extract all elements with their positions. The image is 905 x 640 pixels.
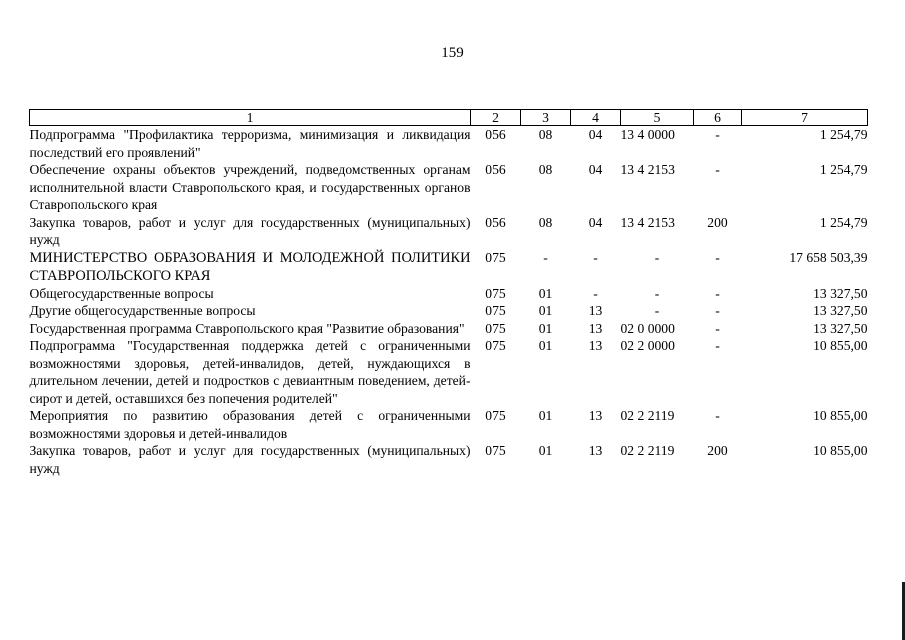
page-number: 159 xyxy=(441,45,464,61)
row-section-code: - xyxy=(543,249,548,265)
row-ministry-code: 075 xyxy=(485,320,506,336)
table-row xyxy=(30,161,868,214)
header-col-2: 2 xyxy=(471,110,521,126)
row-ministry-code: 056 xyxy=(485,214,506,230)
table-row xyxy=(30,320,868,338)
row-expense-type: - xyxy=(715,338,720,353)
header-row xyxy=(30,110,868,126)
row-section-code: 08 xyxy=(538,214,553,230)
row-target-code: 02 2 2119 xyxy=(620,443,675,458)
row-amount: 13 327,50 xyxy=(813,320,868,336)
row-expense-type: 200 xyxy=(707,214,728,230)
row-subsection-code: - xyxy=(593,249,598,265)
row-section-code: 01 xyxy=(538,338,553,353)
row-section-code: 01 xyxy=(538,320,553,336)
row-subsection-code: 04 xyxy=(588,162,603,177)
header-col-1: 1 xyxy=(30,110,471,126)
row-name: Общегосударственные вопросы xyxy=(29,285,214,301)
header-col-4: 4 xyxy=(571,110,621,126)
row-expense-type: - xyxy=(715,303,720,318)
row-ministry-code: 075 xyxy=(485,303,506,318)
table-row xyxy=(30,126,868,162)
budget-table xyxy=(29,109,868,477)
row-target-code: 02 0 0000 xyxy=(620,320,675,336)
row-expense-type: 200 xyxy=(707,443,728,458)
row-ministry-code: 075 xyxy=(485,285,506,301)
row-expense-type: - xyxy=(715,320,720,336)
table-row xyxy=(30,285,868,303)
row-section-code: 01 xyxy=(538,443,553,458)
row-subsection-code: 13 xyxy=(588,443,603,458)
row-subsection-code: 04 xyxy=(588,214,603,230)
row-target-code: - xyxy=(654,285,660,301)
row-name: Закупка товаров, работ и услуг для государственных (муниципальных) нужд xyxy=(29,443,471,476)
header-col-6: 6 xyxy=(694,110,742,126)
row-name: Подпрограмма "Государственная поддержка детей с ограниченными возможностями здоровья, детей-инвалидов, детей, нуждающихся в длительном лечении, детей и подростков с девиантным поведением, детей-сирот и детей, оставшихся без попечения родителей" xyxy=(29,338,471,406)
table-row xyxy=(30,442,868,477)
row-amount: 10 855,00 xyxy=(813,338,868,353)
row-section-code: 08 xyxy=(538,127,553,142)
header-col-3: 3 xyxy=(521,110,571,126)
row-ministry-code: 075 xyxy=(485,443,506,458)
row-section-code: 01 xyxy=(538,285,553,301)
row-subsection-code: 13 xyxy=(588,320,603,336)
row-amount: 17 658 503,39 xyxy=(789,249,868,265)
header-col-5: 5 xyxy=(621,110,694,126)
row-expense-type: - xyxy=(715,285,720,301)
row-section-code: 01 xyxy=(538,408,553,423)
row-amount: 1 254,79 xyxy=(819,162,868,177)
table-row xyxy=(30,302,868,320)
row-target-code: 13 4 2153 xyxy=(620,214,675,230)
table-row xyxy=(30,249,868,285)
row-amount: 13 327,50 xyxy=(813,285,868,301)
row-subsection-code: - xyxy=(593,285,598,301)
row-amount: 10 855,00 xyxy=(813,443,868,458)
row-ministry-code: 056 xyxy=(485,127,506,142)
row-target-code: 13 4 2153 xyxy=(620,162,675,177)
row-subsection-code: 13 xyxy=(588,408,603,423)
table-row xyxy=(30,337,868,407)
row-name: МИНИСТЕРСТВО ОБРАЗОВАНИЯ И МОЛОДЕЖНОЙ ПОЛИТИКИ СТАВРОПОЛЬСКОГО КРАЯ xyxy=(29,249,471,284)
row-expense-type: - xyxy=(715,249,720,265)
row-name: Мероприятия по развитию образования детей с ограниченными возможностями здоровья и детей-инвалидов xyxy=(29,408,471,441)
row-target-code: - xyxy=(654,249,660,265)
table-row xyxy=(30,407,868,442)
row-target-code: 13 4 0000 xyxy=(620,127,675,142)
header-col-7: 7 xyxy=(742,110,868,126)
row-section-code: 08 xyxy=(538,162,553,177)
row-name: Подпрограмма "Профилактика терроризма, минимизация и ликвидация последствий его проявлений" xyxy=(29,127,471,160)
row-ministry-code: 056 xyxy=(485,162,506,177)
row-ministry-code: 075 xyxy=(485,249,506,265)
table-row xyxy=(30,214,868,249)
row-target-code: 02 2 2119 xyxy=(620,408,675,423)
row-name: Государственная программа Ставропольского края "Развитие образования" xyxy=(29,320,465,336)
row-expense-type: - xyxy=(715,162,720,177)
row-expense-type: - xyxy=(715,127,720,142)
row-amount: 13 327,50 xyxy=(813,303,868,318)
row-amount: 1 254,79 xyxy=(819,127,868,142)
row-amount: 10 855,00 xyxy=(813,408,868,423)
row-name: Другие общегосударственные вопросы xyxy=(29,303,256,318)
row-section-code: 01 xyxy=(538,303,553,318)
row-name: Обеспечение охраны объектов учреждений, подведомственных органам исполнительной власти Ставропольского края, и государственных органов Ставропольского края xyxy=(29,162,471,212)
row-subsection-code: 13 xyxy=(588,338,603,353)
row-subsection-code: 13 xyxy=(588,303,603,318)
row-name: Закупка товаров, работ и услуг для государственных (муниципальных) нужд xyxy=(29,214,471,247)
row-target-code: - xyxy=(654,303,660,318)
row-ministry-code: 075 xyxy=(485,338,506,353)
row-subsection-code: 04 xyxy=(588,127,603,142)
row-amount: 1 254,79 xyxy=(819,214,868,230)
row-ministry-code: 075 xyxy=(485,408,506,423)
row-expense-type: - xyxy=(715,408,720,423)
row-target-code: 02 2 0000 xyxy=(620,338,675,353)
